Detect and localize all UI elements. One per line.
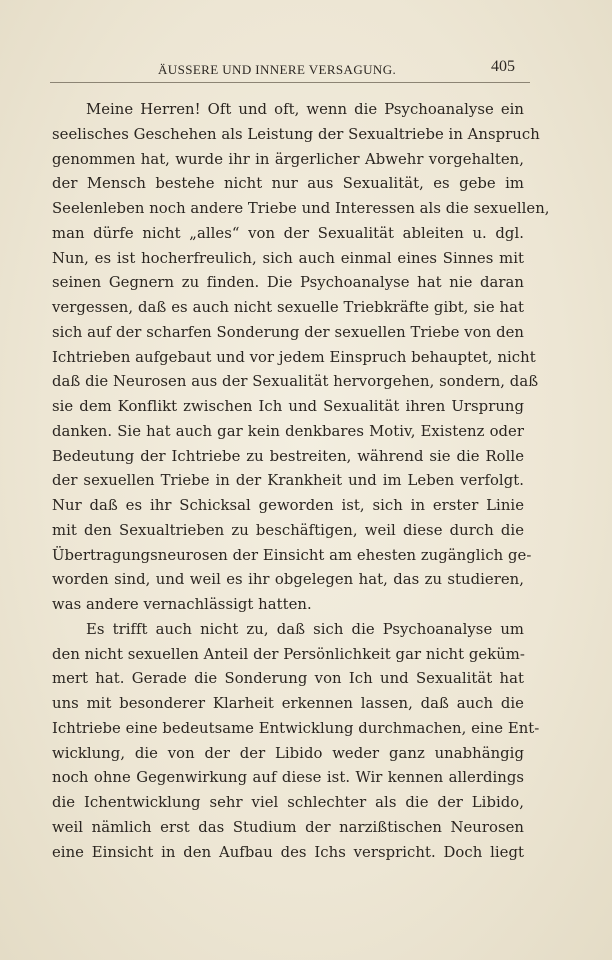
text-line: eine Einsicht in den Aufbau des Ichs verspricht. Doch liegt	[52, 843, 524, 861]
header-rule	[50, 82, 530, 83]
body-text	[52, 98, 550, 865]
text-line: Nur daß es ihr Schicksal geworden ist, sich in erster Linie	[52, 497, 524, 514]
text-line: der sexuellen Triebe in der Krankheit und im Leben verfolgt.	[52, 472, 524, 490]
text-line: wicklung, die von der der Libido weder ganz unabhängig	[52, 744, 524, 762]
text-line: danken. Sie hat auch gar kein denkbares Motiv, Existenz oder	[52, 422, 524, 440]
running-head: ÄUSSERE UND INNERE VERSAGUNG.	[158, 62, 397, 77]
page-number: 405	[491, 58, 515, 75]
text-line: noch ohne Gegenwirkung auf diese ist. Wir kennen allerdings	[52, 769, 524, 787]
text-line: sich auf der scharfen Sonderung der sexuellen Triebe von den	[52, 323, 524, 341]
text-line: mert hat. Gerade die Sonderung von Ich und Sexualität hat	[52, 670, 524, 688]
text-line: man dürfe nicht „alles“ von der Sexualität ableiten u. dgl.	[52, 224, 524, 242]
text-line: die Ichentwicklung sehr viel schlechter als die der Libido,	[52, 794, 524, 811]
text-line: Ichtrieben aufgebaut und vor jedem Einspruch behauptet, nicht	[52, 348, 536, 366]
text-line: worden sind, und weil es ihr obgelegen hat, das zu studieren,	[52, 571, 524, 589]
text-line: mit den Sexualtrieben zu beschäftigen, weil diese durch die	[52, 521, 524, 539]
text-line: Bedeutung der Ichtriebe zu bestreiten, während sie die Rolle	[52, 447, 524, 465]
text-line: uns mit besonderer Klarheit erkennen lassen, daß auch die	[52, 695, 524, 712]
text-line: Seelenleben noch andere Triebe und Interessen als die sexuellen,	[52, 200, 550, 217]
text-line: den nicht sexuellen Anteil der Persönlichkeit gar nicht geküm-	[52, 645, 525, 663]
text-line: der Mensch bestehe nicht nur aus Sexualität, es gebe im	[52, 175, 524, 193]
text-line: was andere vernachlässigt hatten.	[52, 596, 312, 613]
text-line: Es trifft auch nicht zu, daß sich die Psychoanalyse um	[86, 620, 524, 638]
text-line: genommen hat, wurde ihr in ärgerlicher Abwehr vorgehalten,	[52, 150, 524, 168]
text-line: vergessen, daß es auch nicht sexuelle Triebkräfte gibt, sie hat	[52, 299, 524, 316]
text-line: Nun, es ist hocherfreulich, sich auch einmal eines Sinnes mit	[52, 249, 524, 267]
text-line: sie dem Konflikt zwischen Ich und Sexualität ihren Ursprung	[52, 398, 524, 415]
text-line: Ichtriebe eine bedeutsame Entwicklung durchmachen, eine Ent-	[52, 719, 540, 737]
text-line: Übertragungsneurosen der Einsicht am ehesten zugänglich ge-	[52, 546, 532, 564]
text-line: weil nämlich erst das Studium der narzißtischen Neurosen	[52, 818, 524, 836]
text-line: seelisches Geschehen als Leistung der Sexualtriebe in Anspruch	[52, 125, 540, 143]
text-line: Meine Herren! Oft und oft, wenn die Psychoanalyse ein	[86, 101, 524, 118]
text-line: seinen Gegnern zu finden. Die Psychoanalyse hat nie daran	[52, 274, 524, 292]
text-line: daß die Neurosen aus der Sexualität hervorgehen, sondern, daß	[52, 373, 539, 391]
